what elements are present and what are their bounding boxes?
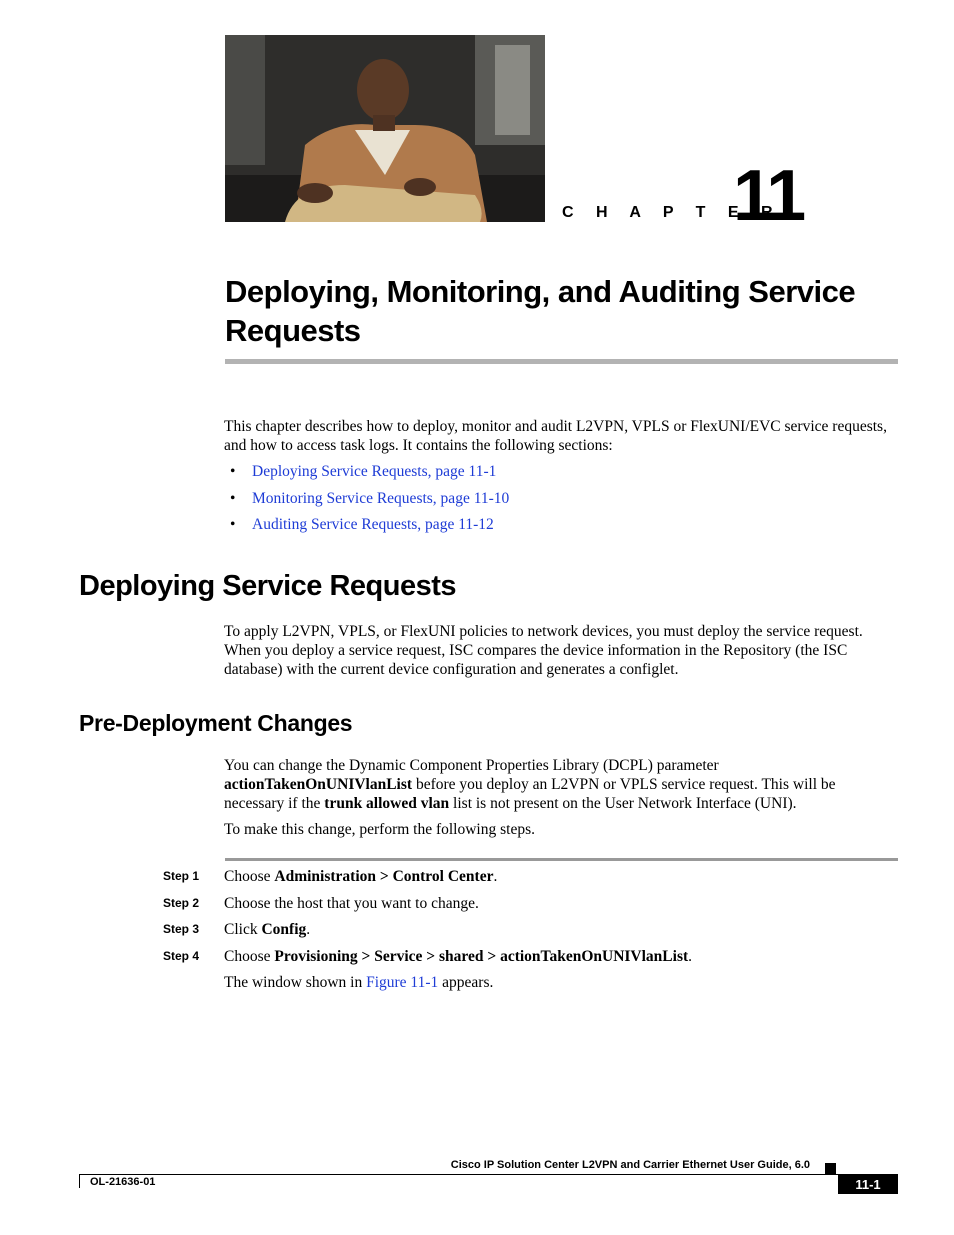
step-text — [224, 947, 898, 966]
step-text — [224, 867, 898, 886]
after-steps-post: appears. — [438, 974, 494, 991]
trunk-allowed-vlan-term: trunk allowed vlan — [324, 795, 450, 812]
dcpl-parameter-name: actionTakenOnUNIVlanList — [224, 776, 413, 793]
step-label: Step 4 — [163, 949, 200, 963]
pre-deployment-text-c: before you deploy an L2VPN or VPLS service request. This will be necessary if the — [224, 776, 836, 812]
step-text — [224, 920, 898, 939]
footer-marker — [825, 1163, 836, 1174]
deploying-paragraph: To apply L2VPN, VPLS, or FlexUNI policies to network devices, you must deploy the service request. When you deploy a service request, ISC compares the device information in the Repository (the ISC database) with the current device configuration and generates a configlet. — [224, 623, 863, 678]
step-text-post: . — [306, 921, 311, 938]
list-item — [230, 489, 509, 516]
footer-doc-number: OL-21636-01 — [90, 1176, 156, 1188]
step-text-post: . — [493, 868, 498, 885]
step-text-post: . — [688, 948, 693, 965]
chapter-number: 11 — [733, 156, 804, 236]
chapter-title-line2: Requests — [225, 313, 361, 348]
person-photo-icon — [225, 35, 545, 222]
after-steps-pre: The window shown in — [224, 974, 367, 991]
chapter-label: C H A P T E R — [562, 204, 782, 221]
section-heading-deploying: Deploying Service Requests — [79, 570, 457, 602]
figure-link[interactable]: Figure 11-1 — [366, 974, 439, 991]
footer-rule — [79, 1174, 898, 1175]
after-steps-paragraph — [224, 973, 898, 992]
link-monitoring-service-requests[interactable]: Monitoring Service Requests, page 11-10 — [252, 489, 510, 507]
section-heading-pre-deployment: Pre-Deployment Changes — [79, 710, 353, 736]
steps-intro: To make this change, perform the following steps. — [224, 821, 535, 838]
footer-tick — [79, 1174, 80, 1188]
footer-guide-title: Cisco IP Solution Center L2VPN and Carrier Ethernet User Guide, 6.0 — [450, 1159, 810, 1171]
pre-deployment-text-a: You can change the Dynamic Component Properties Library (DCPL) parameter — [224, 757, 719, 774]
title-divider — [225, 359, 898, 364]
step-label: Step 2 — [163, 896, 200, 910]
step-text-pre: Choose — [224, 868, 275, 885]
step-text-pre: Click — [224, 921, 262, 938]
step-text-pre: Choose the host that you want to change. — [224, 895, 479, 912]
link-auditing-service-requests[interactable]: Auditing Service Requests, page 11-12 — [252, 516, 494, 533]
step-text — [224, 894, 898, 913]
pre-deployment-paragraph — [224, 756, 898, 813]
list-item — [230, 462, 509, 489]
chapter-title-line1: Deploying, Monitoring, and Auditing Service — [225, 274, 856, 309]
chapter-photo — [225, 35, 545, 222]
intro-paragraph: This chapter describes how to deploy, monitor and audit L2VPN, VPLS or FlexUNI/EVC service requests, and how to access task logs. It contains the following sections: — [224, 418, 887, 454]
step-label: Step 1 — [163, 869, 200, 883]
page-number: 11-1 — [838, 1175, 898, 1194]
chapter-title — [225, 272, 905, 350]
steps-divider — [225, 858, 898, 861]
step-text-pre: Choose — [224, 948, 275, 965]
step-menu-path: Administration > Control Center — [274, 868, 494, 885]
step-menu-path: Provisioning > Service > shared > actionTakenOnUNIVlanList — [274, 948, 689, 965]
list-item — [230, 515, 509, 542]
link-deploying-service-requests[interactable]: Deploying Service Requests, page 11-1 — [252, 463, 497, 480]
section-link-list — [230, 462, 509, 542]
step-menu-path: Config — [261, 921, 307, 938]
step-label: Step 3 — [163, 922, 200, 936]
pre-deployment-text-e: list is not present on the User Network Interface (UNI). — [449, 795, 797, 812]
